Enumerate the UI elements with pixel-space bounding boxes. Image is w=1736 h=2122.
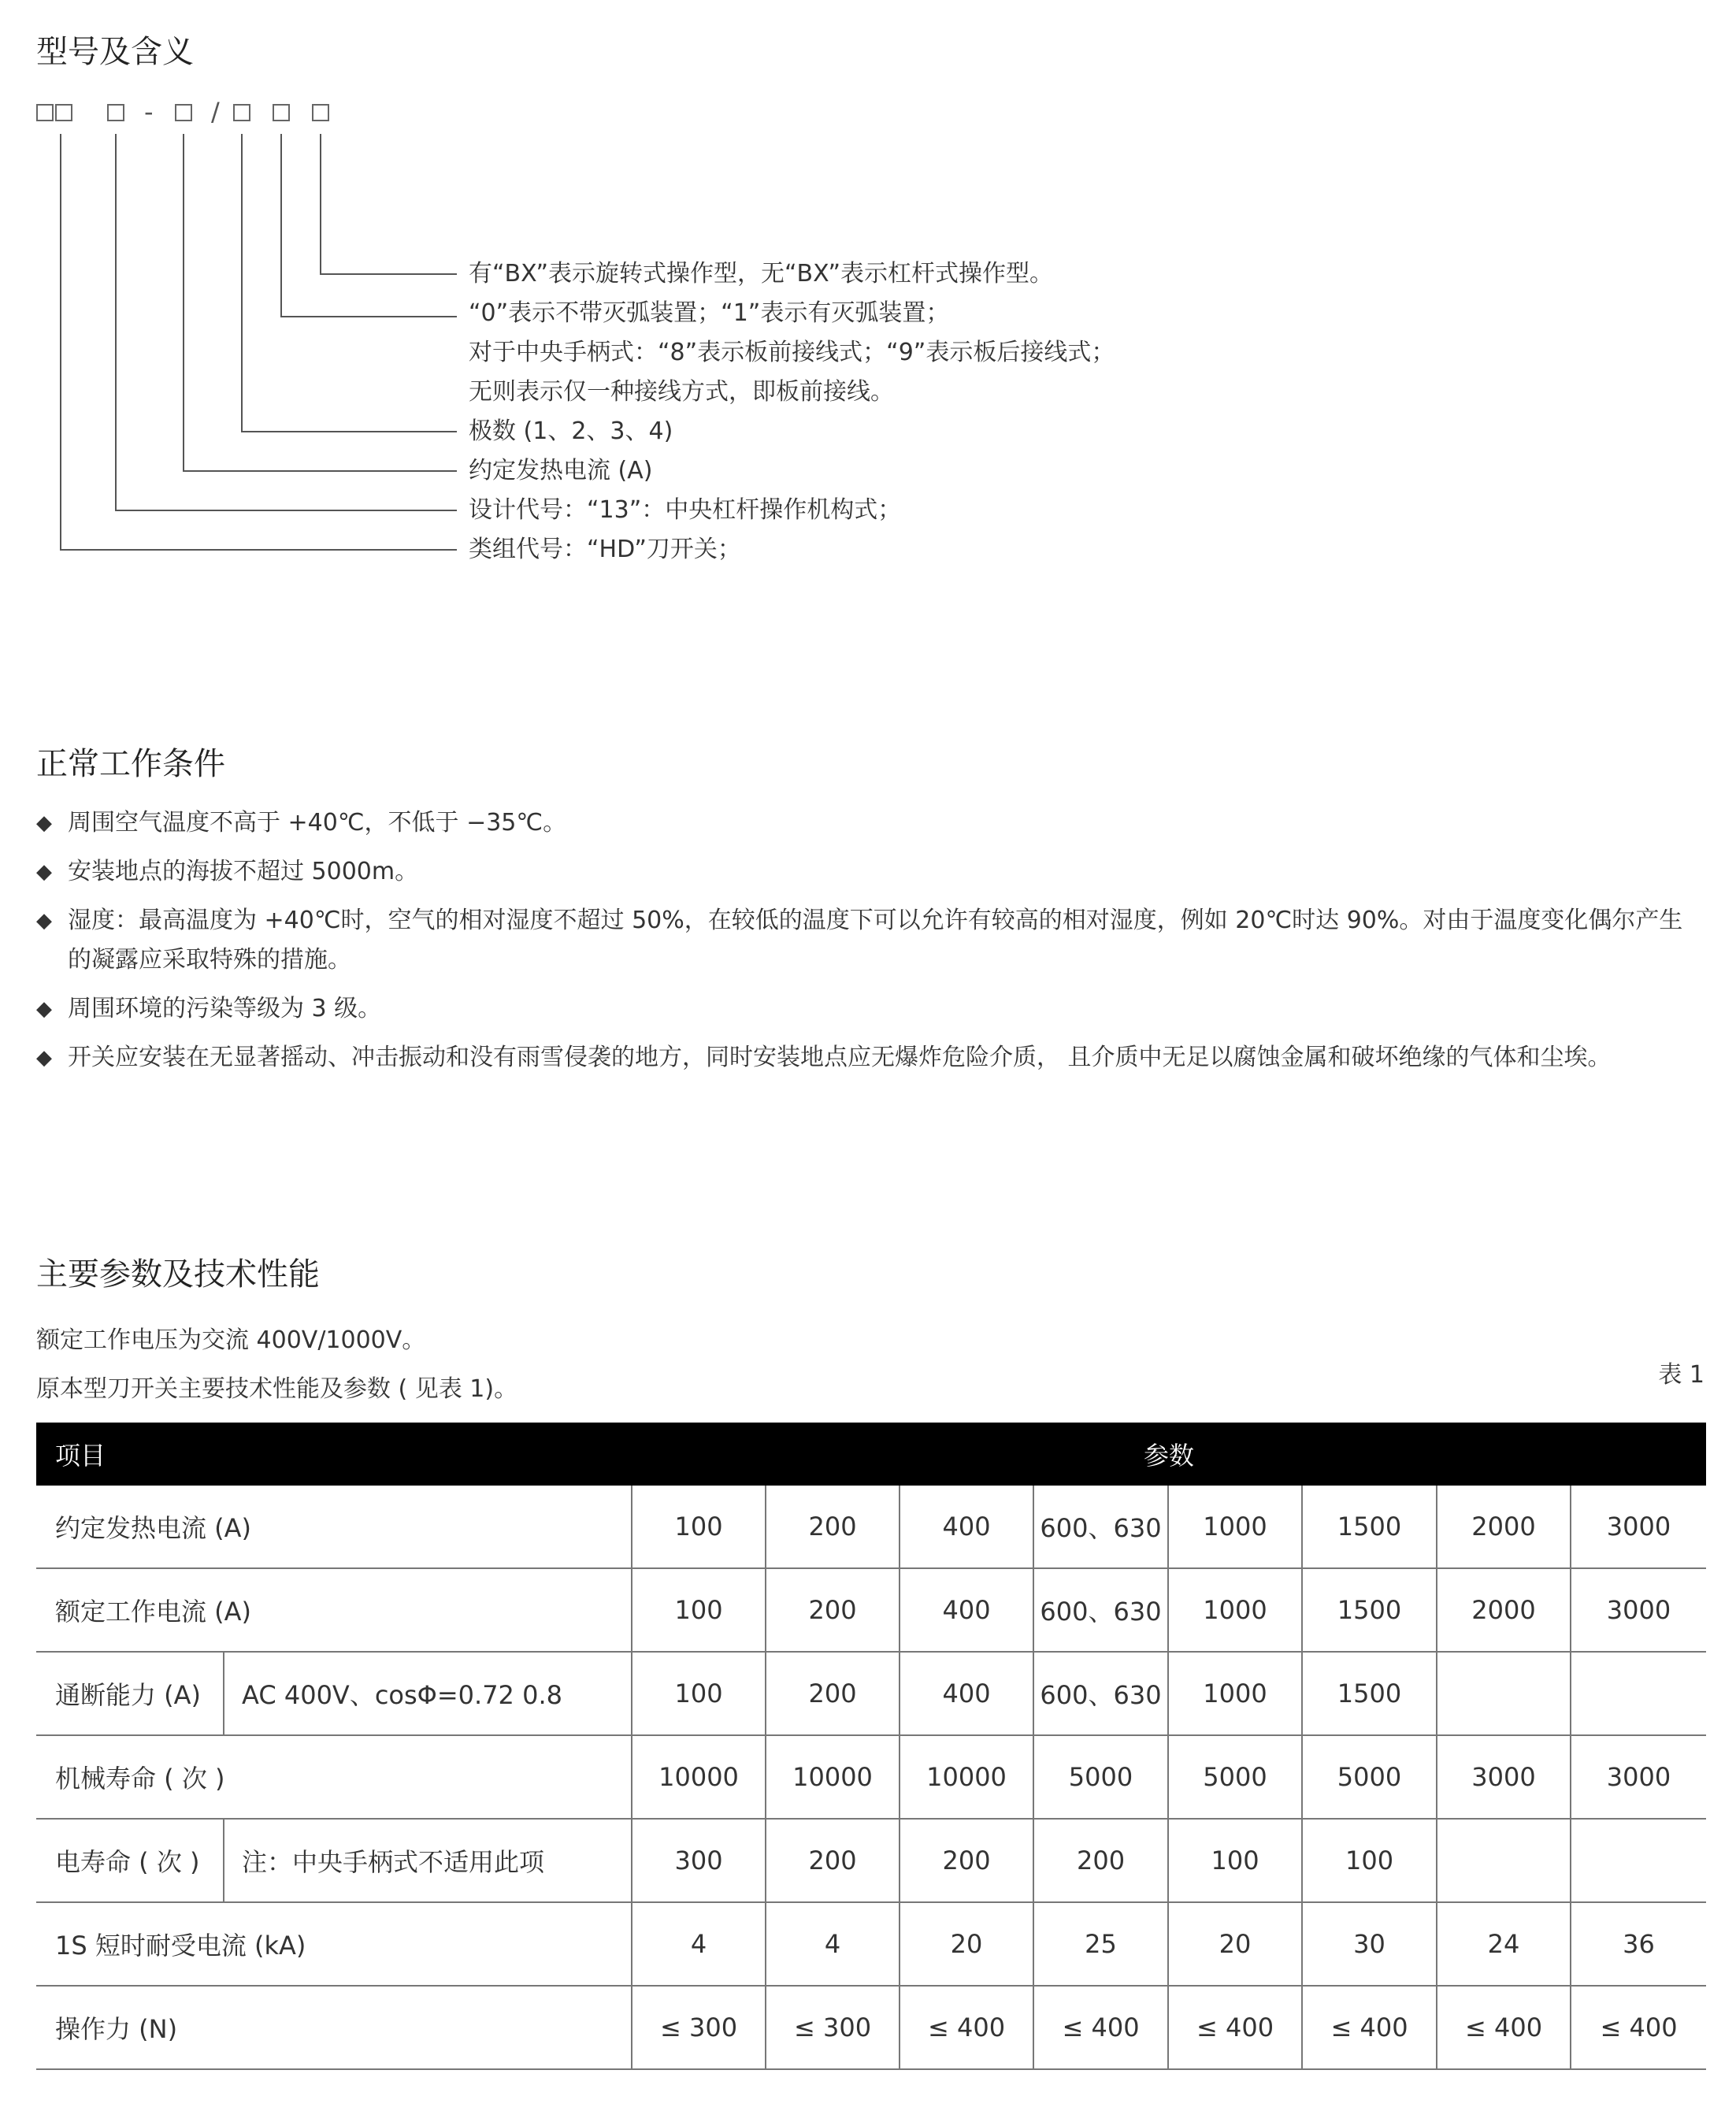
- value-cell: 25: [1033, 1902, 1168, 1986]
- conditions-heading: 正常工作条件: [36, 746, 225, 782]
- value-cell: 1500: [1302, 1652, 1437, 1735]
- condition-text: 安装地点的海拔不超过 5000m。: [68, 858, 419, 885]
- value-cell: 30: [1302, 1902, 1437, 1986]
- value-cell: 400: [900, 1652, 1033, 1735]
- value-cell: ≤ 400: [1571, 1986, 1706, 2069]
- value-cell: 3000: [1571, 1568, 1706, 1652]
- row-label: 1S 短时耐受电流 (kA): [36, 1902, 632, 1986]
- row-label: 电寿命 ( 次 ): [36, 1819, 224, 1902]
- row-label: 操作力 (N): [36, 1986, 632, 2069]
- value-cell: 4: [632, 1902, 766, 1986]
- diamond-bullet-icon: ◆: [36, 1046, 52, 1070]
- spec-table: [36, 1423, 1706, 2070]
- meaning-line: 设计代号：“13”：中央杠杆操作机构式；: [469, 496, 902, 524]
- condition-text: 开关应安装在无显著摇动、冲击振动和没有雨雪侵袭的地方，同时安装地点应无爆炸危险介质， 且介质中无足以腐蚀金属和破坏绝缘的气体和尘埃。: [68, 1044, 1612, 1071]
- value-cell: 5000: [1302, 1735, 1437, 1819]
- value-cell: 300: [632, 1819, 766, 1902]
- condition-item: [36, 852, 1706, 892]
- connector-line: [281, 134, 457, 317]
- value-cell: 24: [1437, 1902, 1571, 1986]
- value-cell: 1500: [1302, 1486, 1437, 1568]
- value-cell: 10000: [766, 1735, 900, 1819]
- value-cell: 200: [766, 1568, 900, 1652]
- value-cell: ≤ 400: [1168, 1986, 1302, 2069]
- code-slash: /: [211, 97, 220, 127]
- value-cell: 36: [1571, 1902, 1706, 1986]
- value-cell: 3000: [1437, 1735, 1571, 1819]
- condition-item: [36, 901, 1706, 980]
- code-dash: -: [144, 97, 154, 127]
- value-cell: 100: [632, 1652, 766, 1735]
- value-cell: 400: [900, 1486, 1033, 1568]
- diamond-bullet-icon: ◆: [36, 860, 52, 884]
- meaning-line: 无则表示仅一种接线方式，即板前接线。: [469, 378, 894, 406]
- meaning-line: 对于中央手柄式：“8”表示板前接线式；“9”表示板后接线式；: [469, 339, 1115, 366]
- row-label: 机械寿命 ( 次 ): [36, 1735, 632, 1819]
- row-label: 通断能力 (A): [36, 1652, 224, 1735]
- value-cell: [1437, 1819, 1571, 1902]
- value-cell: [1571, 1819, 1706, 1902]
- row-label: 额定工作电流 (A): [36, 1568, 632, 1652]
- value-cell: 200: [766, 1652, 900, 1735]
- meaning-line: 约定发热电流 (A): [469, 457, 653, 484]
- row-sublabel: AC 400V、cosΦ=0.72 0.8: [224, 1652, 632, 1735]
- diamond-bullet-icon: ◆: [36, 997, 52, 1021]
- connector-line: [116, 134, 457, 510]
- table-row: [36, 1486, 1706, 1568]
- value-cell: 1500: [1302, 1568, 1437, 1652]
- value-cell: 200: [766, 1486, 900, 1568]
- value-cell: 100: [1168, 1819, 1302, 1902]
- value-cell: ≤ 400: [900, 1986, 1033, 2069]
- value-cell: 5000: [1033, 1735, 1168, 1819]
- model-connector-lines: [0, 0, 1736, 583]
- value-cell: 200: [766, 1819, 900, 1902]
- table-header-row: [36, 1423, 1706, 1486]
- value-cell: 600、630: [1033, 1568, 1168, 1652]
- value-cell: ≤ 400: [1302, 1986, 1437, 2069]
- condition-text: 湿度：最高温度为 +40℃时，空气的相对湿度不超过 50%，在较低的温度下可以允许有较高的相对湿度，例如 20℃时达 90%。对由于温度变化偶尔产生的凝露应采取特殊的措施。: [68, 907, 1683, 974]
- value-cell: 10000: [900, 1735, 1033, 1819]
- value-cell: 200: [900, 1819, 1033, 1902]
- connector-line: [321, 134, 457, 274]
- meaning-line: “0”表示不带灭弧装置；“1”表示有灭弧装置；: [469, 299, 950, 327]
- model-heading: 型号及含义: [36, 34, 194, 70]
- value-cell: 4: [766, 1902, 900, 1986]
- table-row: [36, 1902, 1706, 1986]
- value-cell: 100: [1302, 1819, 1437, 1902]
- table-row: [36, 1819, 1706, 1902]
- value-cell: 3000: [1571, 1735, 1706, 1819]
- value-cell: 2000: [1437, 1568, 1571, 1652]
- value-cell: 600、630: [1033, 1486, 1168, 1568]
- header-item: 项目: [36, 1423, 632, 1486]
- value-cell: 200: [1033, 1819, 1168, 1902]
- value-cell: ≤ 400: [1033, 1986, 1168, 2069]
- value-cell: 100: [632, 1568, 766, 1652]
- table-row: [36, 1652, 1706, 1735]
- table-intro: 原本型刀开关主要技术性能及参数 ( 见表 1)。: [36, 1375, 518, 1403]
- connector-line: [61, 134, 457, 550]
- value-cell: 3000: [1571, 1486, 1706, 1568]
- condition-text: 周围环境的污染等级为 3 级。: [68, 995, 382, 1022]
- value-cell: 20: [1168, 1902, 1302, 1986]
- value-cell: ≤ 400: [1437, 1986, 1571, 2069]
- params-heading: 主要参数及技术性能: [36, 1256, 320, 1293]
- value-cell: [1437, 1652, 1571, 1735]
- condition-text: 周围空气温度不高于 +40℃，不低于 −35℃。: [68, 809, 567, 837]
- table-row: [36, 1986, 1706, 2069]
- meaning-line: 极数 (1、2、3、4): [469, 417, 673, 445]
- diamond-bullet-icon: ◆: [36, 909, 52, 933]
- condition-item: [36, 1038, 1706, 1078]
- value-cell: ≤ 300: [766, 1986, 900, 2069]
- value-cell: 1000: [1168, 1486, 1302, 1568]
- header-params: 参数: [632, 1423, 1706, 1486]
- value-cell: [1571, 1652, 1706, 1735]
- voltage-note: 额定工作电压为交流 400V/1000V。: [36, 1326, 426, 1354]
- connector-line: [242, 134, 457, 432]
- value-cell: 2000: [1437, 1486, 1571, 1568]
- value-cell: 1000: [1168, 1568, 1302, 1652]
- value-cell: 20: [900, 1902, 1033, 1986]
- row-sublabel: 注：中央手柄式不适用此项: [224, 1819, 632, 1902]
- value-cell: ≤ 300: [632, 1986, 766, 2069]
- value-cell: 5000: [1168, 1735, 1302, 1819]
- value-cell: 600、630: [1033, 1652, 1168, 1735]
- table-row: [36, 1568, 1706, 1652]
- diamond-bullet-icon: ◆: [36, 811, 52, 835]
- value-cell: 100: [632, 1486, 766, 1568]
- value-cell: 400: [900, 1568, 1033, 1652]
- table-row: [36, 1735, 1706, 1819]
- value-cell: 10000: [632, 1735, 766, 1819]
- meaning-line: 有“BX”表示旋转式操作型，无“BX”表示杠杆式操作型。: [469, 260, 1054, 288]
- table-body: [36, 1486, 1706, 2069]
- condition-item: [36, 803, 1706, 843]
- table-number: 表 1: [1658, 1361, 1704, 1389]
- row-label: 约定发热电流 (A): [36, 1486, 632, 1568]
- meaning-line: 类组代号：“HD”刀开关；: [469, 536, 741, 563]
- condition-item: [36, 989, 1706, 1029]
- value-cell: 1000: [1168, 1652, 1302, 1735]
